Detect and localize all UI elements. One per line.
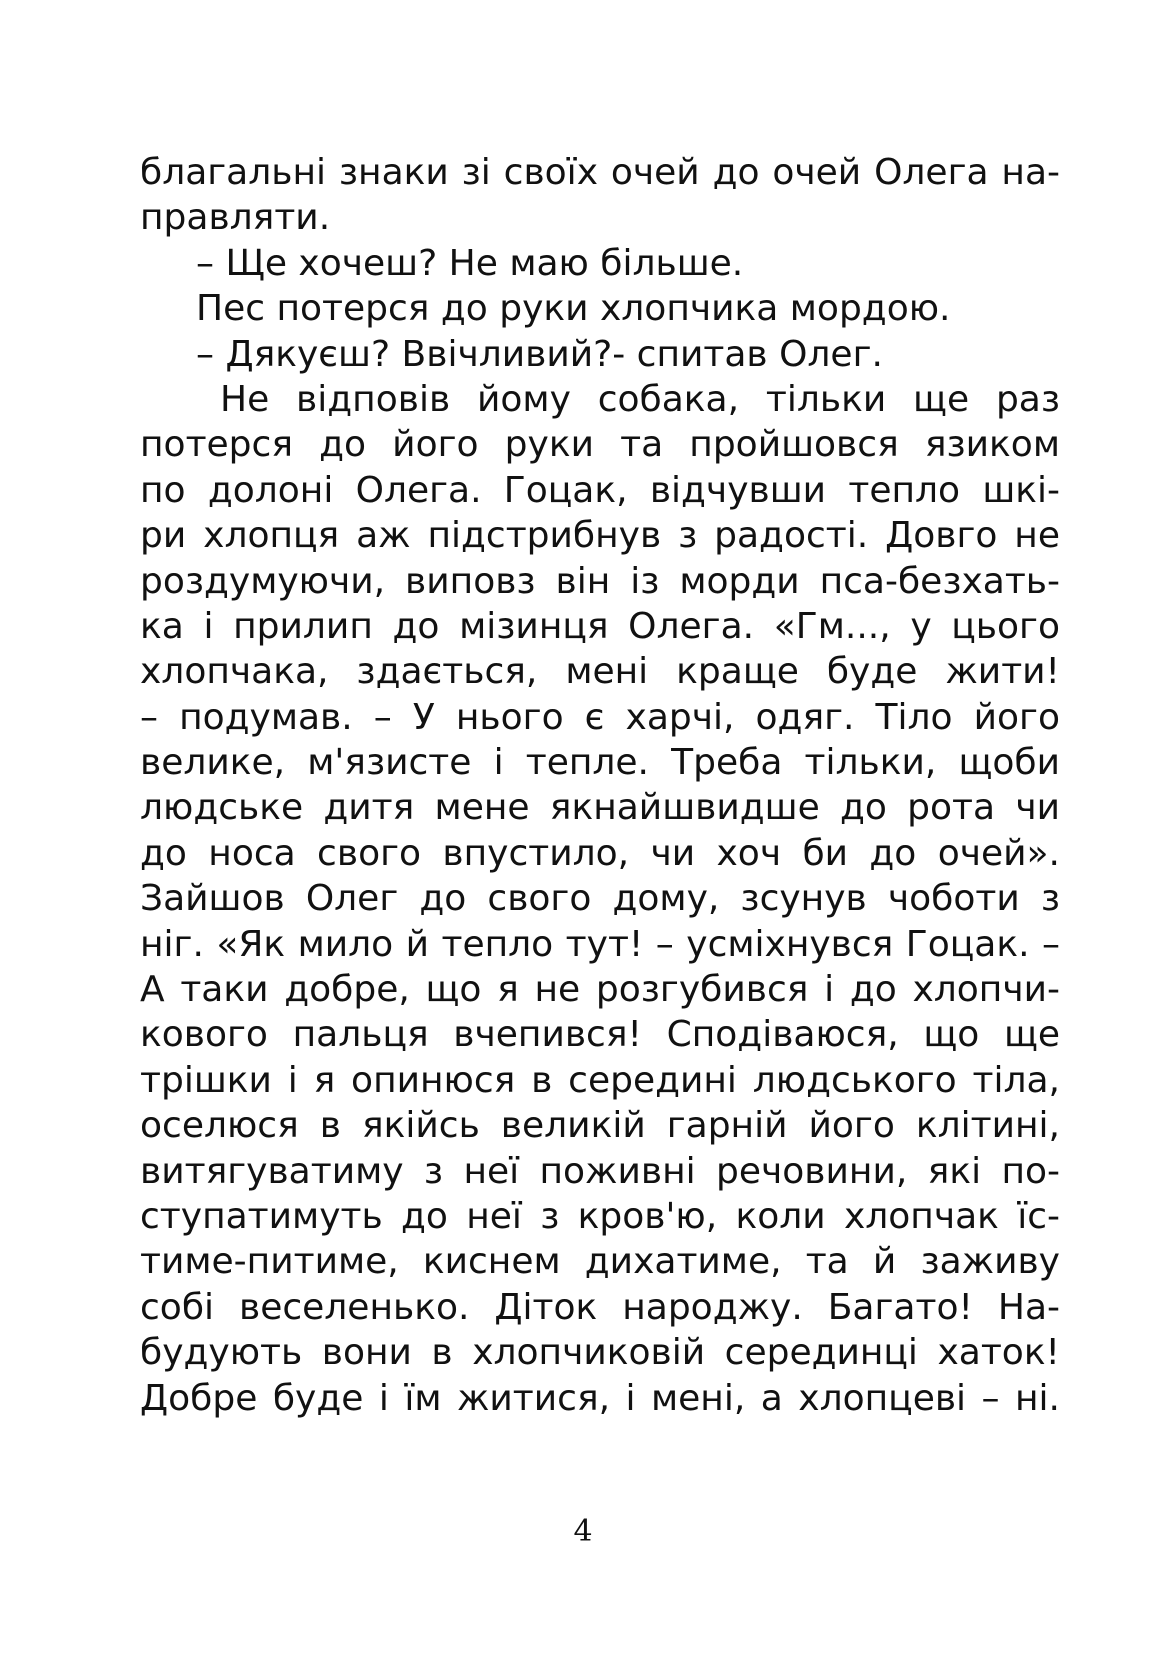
text-line: правляти. bbox=[140, 197, 331, 239]
text-line: – подумав. – У нього є харчі, одяг. Тіло його bbox=[140, 696, 1060, 738]
text-line: до носа свого впустило, чи хоч би до очей». bbox=[140, 832, 1060, 874]
text-line: А таки добре, що я не розгубився і до хлопчи- bbox=[140, 969, 1060, 1011]
text-line: собі веселенько. Діток народжу. Багато! На- bbox=[140, 1286, 1060, 1328]
text-line: хлопчака, здається, мені краще буде жити! bbox=[140, 651, 1060, 693]
text-line: велике, м'язисте і тепле. Треба тільки, щоби bbox=[140, 742, 1060, 784]
text-line: ка і прилип до мізинця Олега. «Гм..., у цього bbox=[140, 605, 1060, 647]
text-line: ступатимуть до неї з кров'ю, коли хлопчак їс- bbox=[140, 1195, 1060, 1237]
text-line: Зайшов Олег до свого дому, зсунув чоботи з bbox=[140, 878, 1060, 920]
text-line: по долоні Олега. Гоцак, відчувши тепло шкі- bbox=[140, 469, 1060, 511]
text-line: благальні знаки зі своїх очей до очей Олега на- bbox=[140, 152, 1060, 193]
text-line: кового пальця вчепився! Сподіваюся, що ще bbox=[140, 1014, 1060, 1056]
text-line: ри хлопця аж підстрибнув з радості. Довго не bbox=[140, 515, 1060, 557]
text-line: людське дитя мене якнайшвидше до рота чи bbox=[140, 787, 1060, 829]
dialogue-line: – Дякуєш? Ввічливий?- спитав Олег. bbox=[196, 333, 883, 375]
text-line: роздумуючи, виповз він із морди пса-безхать- bbox=[140, 560, 1060, 602]
text-line: Пес потерся до руки хлопчика мордою. bbox=[196, 288, 951, 330]
text-line: ніг. «Як мило й тепло тут! – усміхнувся Гоцак. – bbox=[140, 923, 1060, 965]
text-line: будують вони в хлопчиковій серединці хаток! bbox=[140, 1332, 1060, 1374]
dialogue-line: – Ще хочеш? Не маю більше. bbox=[196, 242, 744, 284]
body-text bbox=[140, 150, 1060, 1421]
text-line: Добре буде і їм житися, і мені, а хлопцеві – ні. bbox=[140, 1377, 1060, 1419]
paragraph-start-line: Не відповів йому собака, тільки ще раз bbox=[220, 378, 1060, 420]
text-line: трішки і я опинюся в середині людського тіла, bbox=[140, 1059, 1060, 1101]
text-line: витягуватиму з неї поживні речовини, які по- bbox=[140, 1150, 1060, 1192]
page-number: 4 bbox=[573, 1514, 593, 1549]
text-line: оселюся в якійсь великій гарній його клітині, bbox=[140, 1105, 1060, 1147]
text-line: тиме-питиме, киснем дихатиме, та й заживу bbox=[140, 1241, 1060, 1283]
text-line: потерся до його руки та пройшовся язиком bbox=[140, 424, 1060, 466]
